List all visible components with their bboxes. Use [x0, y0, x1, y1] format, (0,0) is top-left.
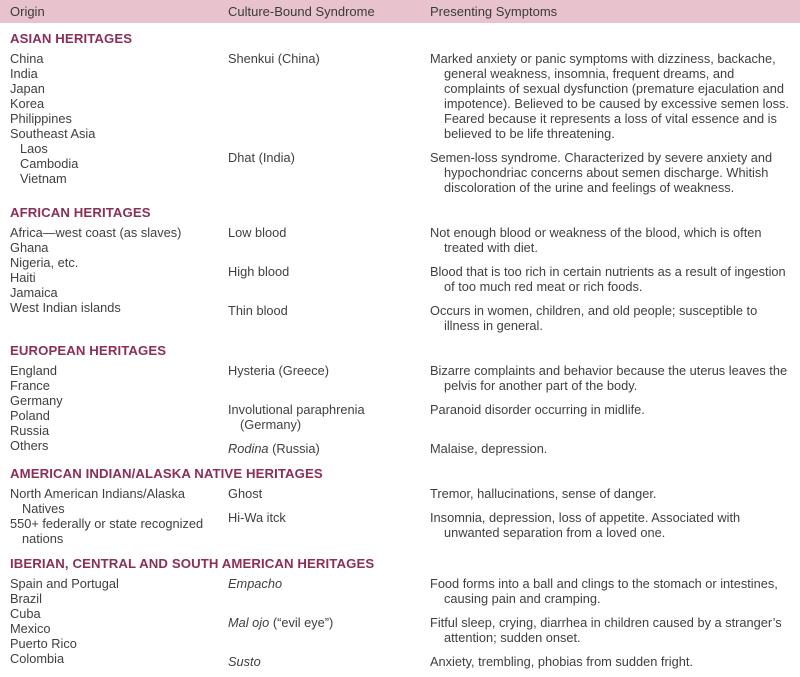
origin-item: Africa—west coast (as slaves) [10, 225, 182, 240]
symptoms-cell: Anxiety, trembling, phobias from sudden fright. [430, 654, 693, 669]
origin-item: North American Indians/Alaska Natives [10, 486, 185, 516]
origin-item: Puerto Rico [10, 636, 77, 651]
origins-list [10, 51, 228, 195]
origin-item: China [10, 51, 44, 66]
syndrome-cell: Dhat (India) [228, 150, 295, 165]
origin-item: Ghana [10, 240, 49, 255]
section-body [0, 363, 800, 458]
section-heading: AMERICAN INDIAN/ALASKA NATIVE HERITAGES [10, 466, 323, 481]
origin-item: Haiti [10, 270, 36, 285]
origin-item: Spain and Portugal [10, 576, 119, 591]
entry-row [228, 576, 792, 606]
origin-item: Nigeria, etc. [10, 255, 79, 270]
entry-row [228, 363, 792, 393]
table-sections [0, 31, 800, 671]
section-asian-heritages [0, 31, 800, 197]
origin-item: Others [10, 438, 49, 453]
syndrome-cell: Hi-Wa itck [228, 510, 286, 525]
origin-item: Laos [20, 141, 48, 156]
symptoms-cell: Bizarre complaints and behavior because the uterus leaves the pelvis for another part of the body. [430, 363, 788, 393]
entry-row [228, 51, 792, 141]
symptoms-cell: Semen-loss syndrome. Characterized by severe anxiety and hypochondriac concerns about semen discharge. Whitish discoloration of the urine and feelings of weakness. [430, 150, 773, 195]
section-body [0, 486, 800, 548]
syndrome-cell: Ghost [228, 486, 263, 501]
entry-row [228, 441, 792, 456]
symptoms-cell: Paranoid disorder occurring in midlife. [430, 402, 645, 417]
origin-item: Poland [10, 408, 50, 423]
syndrome-cell: High blood [228, 264, 290, 279]
syndrome-name-italic: Mal ojo [228, 615, 270, 630]
section-american-indian-alaska-native-heritages [0, 466, 800, 548]
syndrome-cell: Involutional paraphrenia (Germany) [228, 402, 365, 432]
section-heading: AFRICAN HERITAGES [10, 205, 151, 220]
entry-row [228, 654, 792, 669]
syndrome-name-italic: Susto [228, 654, 261, 669]
entry-row [228, 225, 792, 255]
entry-row [228, 303, 792, 333]
origin-item: Cuba [10, 606, 41, 621]
entry-row [228, 486, 792, 501]
entry-row [228, 615, 792, 645]
symptoms-cell: Not enough blood or weakness of the blood, which is often treated with diet. [430, 225, 762, 255]
section-body [0, 225, 800, 335]
column-header-origin: Origin [10, 4, 45, 19]
entries [228, 576, 792, 669]
origin-item: Russia [10, 423, 50, 438]
symptoms-cell: Food forms into a ball and clings to the stomach or intestines, causing pain and cramping. [430, 576, 778, 606]
symptoms-cell: Fitful sleep, crying, diarrhea in children caused by a stranger’s attention; sudden onset. [430, 615, 782, 645]
section-iberian-central-south-american-heritages [0, 556, 800, 671]
origins-list [10, 576, 228, 669]
entries [228, 363, 792, 456]
origin-item: Korea [10, 96, 45, 111]
section-heading: EUROPEAN HERITAGES [10, 343, 167, 358]
symptoms-cell: Occurs in women, children, and old people; susceptible to illness in general. [430, 303, 758, 333]
section-heading: ASIAN HERITAGES [10, 31, 133, 46]
symptoms-cell: Marked anxiety or panic symptoms with dizziness, backache, general weakness, insomnia, frequent dreams, and complaints of sexual dysfunction (premature ejaculation and impotence). Believed to be caused by excessive semen loss. Feared because it represents a loss of vital essence and is believed to be life threatening. [430, 51, 789, 141]
section-heading: IBERIAN, CENTRAL AND SOUTH AMERICAN HERITAGES [10, 556, 375, 571]
origins-list [10, 225, 228, 333]
entry-row [228, 264, 792, 294]
origin-item: Japan [10, 81, 45, 96]
entry-row [228, 510, 792, 540]
entries [228, 225, 792, 333]
entries [228, 51, 792, 195]
origin-item: France [10, 378, 50, 393]
symptoms-cell: Malaise, depression. [430, 441, 548, 456]
origin-item: Jamaica [10, 285, 58, 300]
syndrome-name-italic: Rodina [228, 441, 269, 456]
origin-item: England [10, 363, 57, 378]
entry-row [228, 150, 792, 195]
origins-list [10, 363, 228, 456]
syndrome-name-italic: Empacho [228, 576, 283, 591]
origin-item: Mexico [10, 621, 51, 636]
column-header-culture-bound-syndrome: Culture-Bound Syndrome [228, 4, 375, 19]
section-body [0, 576, 800, 671]
section-european-heritages [0, 343, 800, 458]
symptoms-cell: Insomnia, depression, loss of appetite. Associated with unwanted separation from a loved one. [430, 510, 741, 540]
syndrome-cell: Hysteria (Greece) [228, 363, 329, 378]
origin-item: Colombia [10, 651, 65, 666]
symptoms-cell: Blood that is too rich in certain nutrients as a result of ingestion of too much red meat or rich foods. [430, 264, 786, 294]
origin-item: Philippines [10, 111, 72, 126]
symptoms-cell: Tremor, hallucinations, sense of danger. [430, 486, 657, 501]
column-header-presenting-symptoms: Presenting Symptoms [430, 4, 558, 19]
syndrome-cell [228, 576, 430, 606]
syndrome-cell: Mal ojo (“evil eye”) [228, 615, 334, 630]
syndrome-cell: Rodina (Russia) [228, 441, 320, 456]
section-body [0, 51, 800, 197]
entry-row [228, 402, 792, 432]
entries [228, 486, 792, 546]
syndrome-cell [228, 654, 430, 669]
syndrome-cell: Shenkui (China) [228, 51, 320, 66]
syndrome-cell: Low blood [228, 225, 287, 240]
origin-item: Vietnam [20, 171, 67, 186]
table-header-row [0, 0, 800, 23]
syndrome-cell: Thin blood [228, 303, 288, 318]
origin-item: Southeast Asia [10, 126, 96, 141]
origin-item: West Indian islands [10, 300, 121, 315]
origin-item: Cambodia [20, 156, 79, 171]
origin-item: Brazil [10, 591, 42, 606]
origin-item: 550+ federally or state recognized nations [10, 516, 204, 546]
origin-item: India [10, 66, 38, 81]
section-african-heritages [0, 205, 800, 335]
origin-item: Germany [10, 393, 63, 408]
origins-list [10, 486, 228, 546]
